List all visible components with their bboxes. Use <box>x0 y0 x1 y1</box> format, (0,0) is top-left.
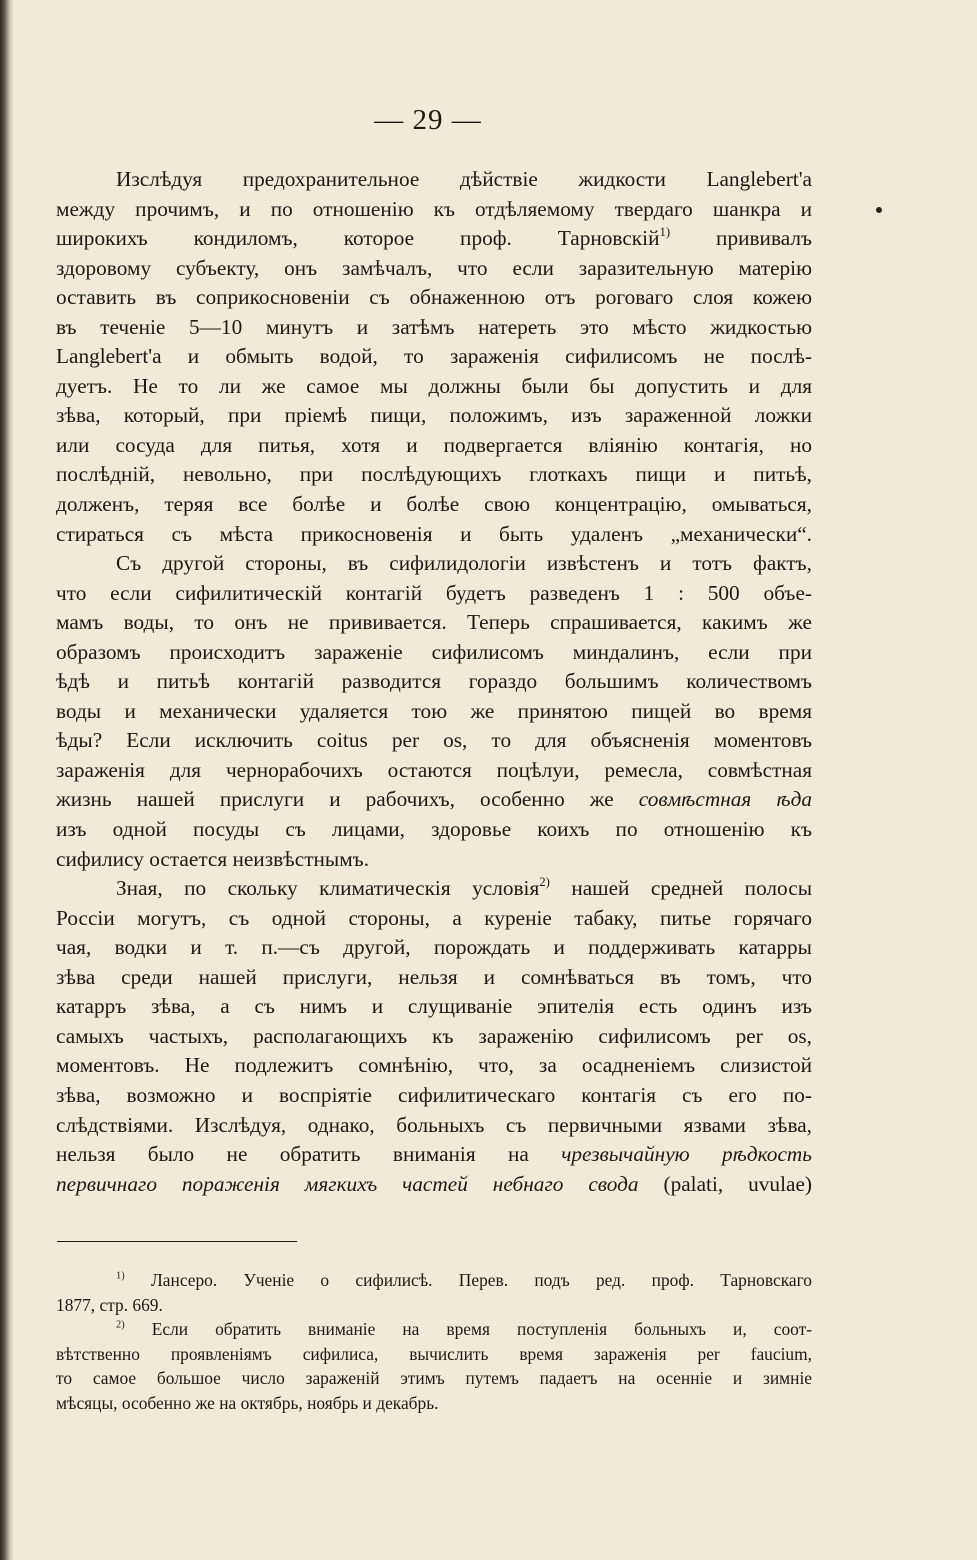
text-line: или сосуда для питья, хотя и подвергается вліянію контагія, но <box>56 432 812 457</box>
italic-phrase: чрезвычайную рѣдкость <box>561 1142 812 1167</box>
text-line: Langlebert'а и обмыть водой, то зараженія сифилисомъ не послѣ- <box>56 344 812 369</box>
book-spine-edge <box>0 0 14 1560</box>
paragraph-3 <box>56 874 812 1199</box>
text-line: въ теченіе 5—10 минутъ и затѣмъ натереть это мѣсто жидкостью <box>56 314 812 339</box>
text-line: послѣдній, невольно, при послѣдующихъ глоткахъ пищи и питьѣ, <box>56 462 812 487</box>
footnote-line <box>56 1317 812 1342</box>
footnote-line: то самое большое число зараженій этимъ путемъ падаетъ на осенніе и зимніе <box>56 1368 812 1389</box>
text-line <box>56 785 812 815</box>
text-line: ѣды? Если исключить coitus per os, то для объясненія моментовъ <box>56 728 812 753</box>
footnote-marker: 1) <box>116 1270 125 1282</box>
italic-phrase: первичнаго пораженія мягкихъ частей небнаго свода <box>56 1171 639 1196</box>
text-line: изъ одной посуды съ лицами, здоровье коихъ по отношенію къ <box>56 817 812 842</box>
text-line: здоровому субъекту, онъ замѣчалъ, что если заразительную матерію <box>56 255 812 280</box>
text-segment: нельзя было не обратить вниманія на <box>56 1142 529 1167</box>
text-line <box>56 1170 812 1200</box>
text-line: сифилису остается неизвѣстнымъ. <box>56 846 370 871</box>
footnote-2 <box>56 1317 812 1415</box>
text-line: зѣва, возможно и воспріятіе сифилитическаго контагія съ его по- <box>56 1082 812 1107</box>
text-line: самыхъ частыхъ, располагающихъ къ зараженію сифилисомъ per os, <box>56 1023 812 1048</box>
footnote-marker: 2) <box>116 1319 125 1331</box>
text-line: Съ другой стороны, въ сифилидологіи извѣстенъ и тотъ фактъ, <box>116 551 812 576</box>
text-line: зѣва, который, при пріемѣ пищи, положимъ, изъ зараженной ложки <box>56 403 812 428</box>
footnote-ref: 1) <box>659 225 671 240</box>
text-line: стираться съ мѣста прикосновенія и быть удаленъ „механически“. <box>56 521 812 546</box>
main-text <box>56 165 812 1199</box>
text-line: оставить въ соприкосновеніи съ обнаженною отъ роговаго слоя кожею <box>56 285 812 310</box>
footnote-1 <box>56 1268 812 1317</box>
ink-spot <box>876 207 882 213</box>
text-line: мамъ воды, то онъ не прививается. Теперь спрашивается, какимъ же <box>56 610 812 635</box>
text-line: дуетъ. Не то ли же самое мы должны были бы допустить и для <box>56 373 812 398</box>
text-line: зѣва среди нашей прислуги, нельзя и сомнѣваться въ томъ, что <box>56 964 812 989</box>
text-segment: Лансеро. Ученіе о сифилисѣ. Перев. подъ ред. проф. Тарновскаго <box>151 1270 812 1290</box>
text-line: моментовъ. Не подлежитъ сомнѣнію, что, за осадненіемъ слизистой <box>56 1053 812 1078</box>
text-line: что если сифилитическій контагій будетъ разведенъ 1 : 500 объе- <box>56 580 812 605</box>
text-segment: нашей средней полосы <box>571 876 812 901</box>
footnote-line <box>56 1268 812 1293</box>
text-line <box>56 874 812 904</box>
text-segment: прививалъ <box>716 226 812 251</box>
italic-phrase: совмѣстная ѣда <box>638 787 813 812</box>
text-line <box>56 224 812 254</box>
text-segment: широкихъ кондиломъ, которое проф. Тарновскій <box>56 226 660 251</box>
footnote-line: вѣтственно проявленіямъ сифилиса, вычислить время зараженія per faucium, <box>56 1343 812 1364</box>
text-line: образомъ происходитъ зараженіе сифилисомъ миндалинъ, если при <box>56 639 812 664</box>
text-line: ѣдѣ и питьѣ контагій разводится гораздо большимъ количествомъ <box>56 669 812 694</box>
text-line: катарръ зѣва, а съ нимъ и слущиваніе эпителія есть одинъ изъ <box>56 994 812 1019</box>
text-line <box>56 1140 812 1170</box>
text-line: слѣдствіями. Изслѣдуя, однако, больныхъ съ первичными язвами зѣва, <box>56 1112 812 1137</box>
text-segment: Зная, по скольку климатическія условія <box>116 876 540 901</box>
paragraph-1 <box>56 165 812 549</box>
text-line: чая, водки и т. п.—съ другой, порождать и поддерживать катарры <box>56 935 812 960</box>
text-line: зараженія для чернорабочихъ остаются поцѣлуи, ремесла, совмѣстная <box>56 757 812 782</box>
footnote-divider <box>57 1241 297 1242</box>
text-segment: (palati, uvulae) <box>663 1171 812 1196</box>
footnotes <box>56 1268 812 1416</box>
text-line: воды и механически удаляется тою же принятою пищей во время <box>56 698 812 723</box>
text-segment: Если обратить вниманіе на время поступленія больныхъ и, соот- <box>151 1319 813 1340</box>
page-number: — 29 — <box>374 104 482 136</box>
text-segment: жизнь нашей прислуги и рабочихъ, особенно же <box>56 787 614 812</box>
footnote-ref: 2) <box>539 875 550 890</box>
text-line: Изслѣдуя предохранительное дѣйствіе жидкости Langlebert'а <box>116 167 812 191</box>
text-line: Россіи могутъ, съ одной стороны, а куреніе табаку, питье горячаго <box>56 905 812 930</box>
paragraph-2 <box>56 549 812 874</box>
footnote-line: мѣсяцы, особенно же на октябрь, ноябрь и декабрь. <box>56 1392 439 1413</box>
footnote-line: 1877, стр. 669. <box>56 1294 163 1315</box>
text-line: долженъ, теряя все болѣе и болѣе свою концентрацію, омываться, <box>56 492 812 517</box>
text-line: между прочимъ, и по отношенію къ отдѣляемому твердаго шанкра и <box>56 196 812 221</box>
